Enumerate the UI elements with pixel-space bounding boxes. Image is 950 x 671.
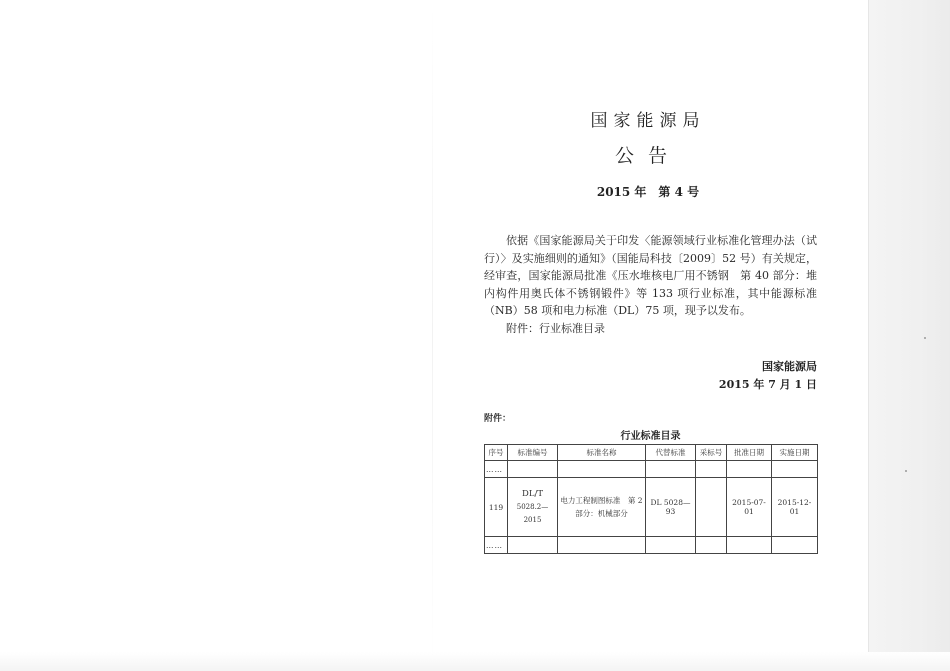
- announcement-body: [484, 232, 817, 337]
- standards-table: [484, 444, 818, 554]
- bottom-page-edge: [0, 652, 950, 671]
- signature-date: 2015 年 7 月 1 日: [718, 378, 817, 391]
- row-adoption: [696, 478, 727, 537]
- column-header-effective-date: 实施日期: [772, 445, 818, 461]
- ellipsis-cell: ……: [485, 461, 508, 478]
- table-header-row: [485, 445, 818, 461]
- table-row: [485, 537, 818, 554]
- row-standard-code: [508, 478, 558, 537]
- adjacent-page-edge: [868, 0, 950, 671]
- announcement-paragraph: 依据《国家能源局关于印发〈能源领域行业标准化管理办法（试行）〉及实施细则的通知》（国能局科技〔2009〕52 号）有关规定，经审查，国家能源局批准《压水堆核电厂用不锈钢 第 40 部分：堆内构件用奥氏体不锈钢锻件》等 133 项行业标准，其中能源标准（NB）58 项和电力标准（DL）75 项，现予以发布。: [484, 234, 817, 317]
- attachment-reference: 附件：行业标准目录: [506, 321, 605, 335]
- standards-table-title: 行业标准目录: [620, 431, 681, 442]
- row-approval-date: 2015-07-01: [727, 478, 772, 537]
- row-standard-name: 电力工程制图标准 第 2 部分：机械部分: [558, 478, 646, 537]
- row-effective-date: 2015-12-01: [772, 478, 818, 537]
- document-number: 2015 年 第 4 号: [596, 185, 700, 199]
- column-header-code: 标准编号: [508, 445, 558, 461]
- document-type-title: 公告: [614, 145, 681, 167]
- column-header-adoption: 采标号: [696, 445, 727, 461]
- standard-code-line2: 5028.2—2015: [516, 502, 549, 524]
- column-header-seq: 序号: [485, 445, 508, 461]
- row-replaces: DL 5028—93: [646, 478, 696, 537]
- page-gutter-shadow: [432, 0, 433, 671]
- row-seq: 119: [485, 478, 508, 537]
- issuing-authority: 国家能源局: [590, 111, 706, 131]
- column-header-name: 标准名称: [558, 445, 646, 461]
- table-row: [485, 461, 818, 478]
- signature-organization: 国家能源局: [762, 360, 817, 373]
- scan-speck: [924, 337, 926, 339]
- attachment-label: 附件：: [484, 414, 512, 424]
- scan-speck: [905, 470, 907, 472]
- standard-code-line1: DL/T: [522, 488, 543, 499]
- column-header-approval-date: 批准日期: [727, 445, 772, 461]
- ellipsis-cell: ……: [485, 537, 508, 554]
- column-header-replaces: 代替标准: [646, 445, 696, 461]
- table-row: [485, 478, 818, 537]
